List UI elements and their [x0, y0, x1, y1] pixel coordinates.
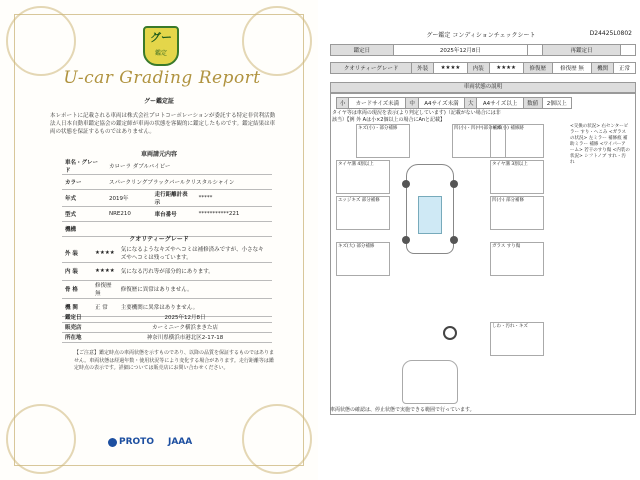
quality-grade-title: クオリティーグレード — [129, 236, 189, 243]
table-row — [62, 312, 272, 322]
bottom-note: 車両状態の確認は、停止状態で実施できる範囲で行っています。 — [330, 407, 475, 413]
vehicle-info-table — [62, 158, 272, 237]
goo-appraisal-logo: グー 鑑定 — [143, 26, 179, 66]
row-label: 車台番号 — [152, 207, 196, 222]
damage-note: 凹(小)・凹(中)部分補修 — [452, 124, 506, 158]
cell: 再鑑定日 — [542, 45, 621, 56]
cell: 小 — [337, 98, 349, 109]
grade-stars: ★★★★ — [92, 244, 118, 262]
cell: クオリティーグレード — [331, 63, 412, 74]
wheel-front-right — [450, 180, 458, 188]
row-label: 販売店 — [62, 322, 98, 332]
table-row — [62, 207, 272, 222]
damage-note: しわ・汚れ・キズ — [490, 322, 544, 356]
table-row — [62, 158, 272, 175]
report-title: U-car Grading Report — [63, 68, 261, 88]
cell — [527, 45, 542, 56]
row-value: スパークリングブラックパールクリスタルシャイン — [106, 175, 272, 190]
jaaa-logo: JAAA — [167, 437, 193, 447]
row-value: 神奈川県横浜市港北区2-17-18 — [98, 332, 272, 342]
car-cabin-glass — [418, 196, 442, 234]
grade-text: 気になるようなキズやヘコミは補修済みですが、小さなキズやヘコミは残っています。 — [118, 244, 272, 262]
cell: 2025年12月8日 — [393, 45, 527, 56]
row-label: 鑑定日 — [62, 312, 98, 322]
wheel-front-left — [402, 180, 410, 188]
steering-wheel-icon — [443, 326, 457, 340]
grading-certificate — [0, 0, 318, 480]
damage-size-legend — [336, 97, 572, 109]
issue-info-table — [62, 312, 272, 343]
row-label: カラー — [62, 175, 106, 190]
row-value: カローラ ダブルバイビー — [106, 158, 272, 175]
grade-text: 気になる汚れ等が部分的にあります。 — [118, 262, 272, 280]
cell: ★★★★ — [434, 63, 468, 74]
cell: 内装 — [467, 63, 489, 74]
certificate-notes: 【ご注意】鑑定時点の車両状態を示すものであり、以降の品質を保証するものではありません。車両状態は経過年数・使用状況等により変化する場合があります。走行距離等は鑑定時点の表示です。詳細については販売店にお問い合わせください。 — [74, 350, 275, 371]
footer-logos — [108, 432, 228, 452]
row-value: カーミニーク横浜まきた店 — [98, 322, 272, 332]
cell: A4サイズ以上 — [477, 98, 523, 109]
car-interior-view — [402, 360, 458, 404]
grade-row — [62, 262, 272, 280]
ornament-bottom-right — [242, 404, 312, 474]
condition-summary: <交換の状況> 右センターピラー すり・へこみ <ガラスの状況> 左ミラー 補修痕 補助ミラー 補修 <ワイパーアーム> 若干のすり傷 <内装の状況> シフトノブ すれ・汚れ — [570, 124, 630, 165]
grade-label: 外 装 — [62, 244, 92, 262]
section-title: 車両状態の説明 — [330, 82, 636, 93]
damage-note: キズ(大) 部分補修 — [336, 242, 390, 276]
grade-stars: 修復歴 無 — [92, 280, 118, 298]
wheel-rear-right — [450, 236, 458, 244]
cell: A4サイズ未満 — [418, 98, 464, 109]
wheel-rear-left — [402, 236, 410, 244]
damage-note: エッジキズ 部分補修 — [336, 196, 390, 230]
damage-note: 凹(小) 部分補修 — [490, 196, 544, 230]
cell: 数値 — [523, 98, 542, 109]
cell — [621, 45, 636, 56]
cell: 中 — [406, 98, 418, 109]
damage-note: タイヤ溝 4割以上 — [336, 160, 390, 194]
ornament-bottom-left — [6, 404, 76, 474]
cell: 正常 — [614, 63, 636, 74]
document-number: D24425L0802 — [589, 30, 632, 37]
certificate-description: 本レポートに記載される車両は株式会社プロトコーポレーションが委託する特定非営利活動法人日本自動車鑑定協会の鑑定師が車両の状態を客観的に鑑定したものです。鑑定結果は車両の状態を保証するものではありません。 — [50, 113, 276, 135]
grade-summary-row — [330, 62, 636, 74]
appraisal-date-row — [330, 44, 636, 56]
row-label: 走行距離計表示 — [152, 190, 196, 207]
row-value: 2019年 — [106, 190, 152, 207]
condition-check-sheet — [322, 0, 640, 480]
row-label: 所在地 — [62, 332, 98, 342]
grade-text: 修復歴に異常はありません。 — [118, 280, 272, 298]
row-value: 2025年12月8日 — [98, 312, 272, 322]
damage-note: キズ(小) 補修跡 — [490, 124, 544, 158]
table-row — [62, 190, 272, 207]
damage-note: キズ(小)・部分補修 — [356, 124, 410, 158]
cell: ★★★★ — [489, 63, 523, 74]
grade-stars: ★★★★ — [92, 262, 118, 280]
row-label: 型式 — [62, 207, 106, 222]
cell: 外装 — [412, 63, 434, 74]
row-label: 年式 — [62, 190, 106, 207]
grade-row — [62, 244, 272, 262]
row-value: ***********221 — [196, 207, 272, 222]
cell: カードサイズ未満 — [349, 98, 406, 109]
cell: 鑑定日 — [331, 45, 394, 56]
cell: 大 — [465, 98, 477, 109]
quality-grade-table — [62, 244, 272, 317]
grade-label: 機 関 — [62, 298, 92, 316]
ornament-top-right — [242, 6, 312, 76]
row-value: NRE210 — [106, 207, 152, 222]
cell: 修復歴 — [523, 63, 552, 74]
row-label: 機構 — [62, 222, 106, 237]
certificate-subtitle: グー鑑定証 — [143, 98, 174, 105]
sheet-title: グー鑑定 コンディションチェックシート — [426, 32, 536, 39]
vehicle-table-title: 車両請元内容 — [140, 151, 177, 158]
proto-logo: PROTO — [108, 437, 154, 447]
grade-label: 内 装 — [62, 262, 92, 280]
legend-note: タイヤ等は車両の現況を表示(より判定しています)（記載がない場合には非該当）【例 外 Aは小×2個以上の場合にAnと記載】 — [332, 110, 501, 123]
damage-note: ガラス すり傷 — [490, 242, 544, 276]
cell: 修復歴 無 — [552, 63, 591, 74]
damage-note: タイヤ溝 3割以上 — [490, 160, 544, 194]
table-row — [62, 332, 272, 342]
grade-label: 骨 格 — [62, 280, 92, 298]
ornament-top-left — [6, 6, 76, 76]
grade-stars: 正 常 — [92, 298, 118, 316]
cell: 2個以上 — [542, 98, 571, 109]
table-row — [62, 322, 272, 332]
grade-text: 主要機関に異常はありません。 — [118, 298, 272, 316]
cell: 機関 — [592, 63, 614, 74]
row-label: 車名・グレード — [62, 158, 106, 175]
table-row — [62, 175, 272, 190]
grade-row — [62, 280, 272, 298]
row-value: ***** — [196, 190, 272, 207]
